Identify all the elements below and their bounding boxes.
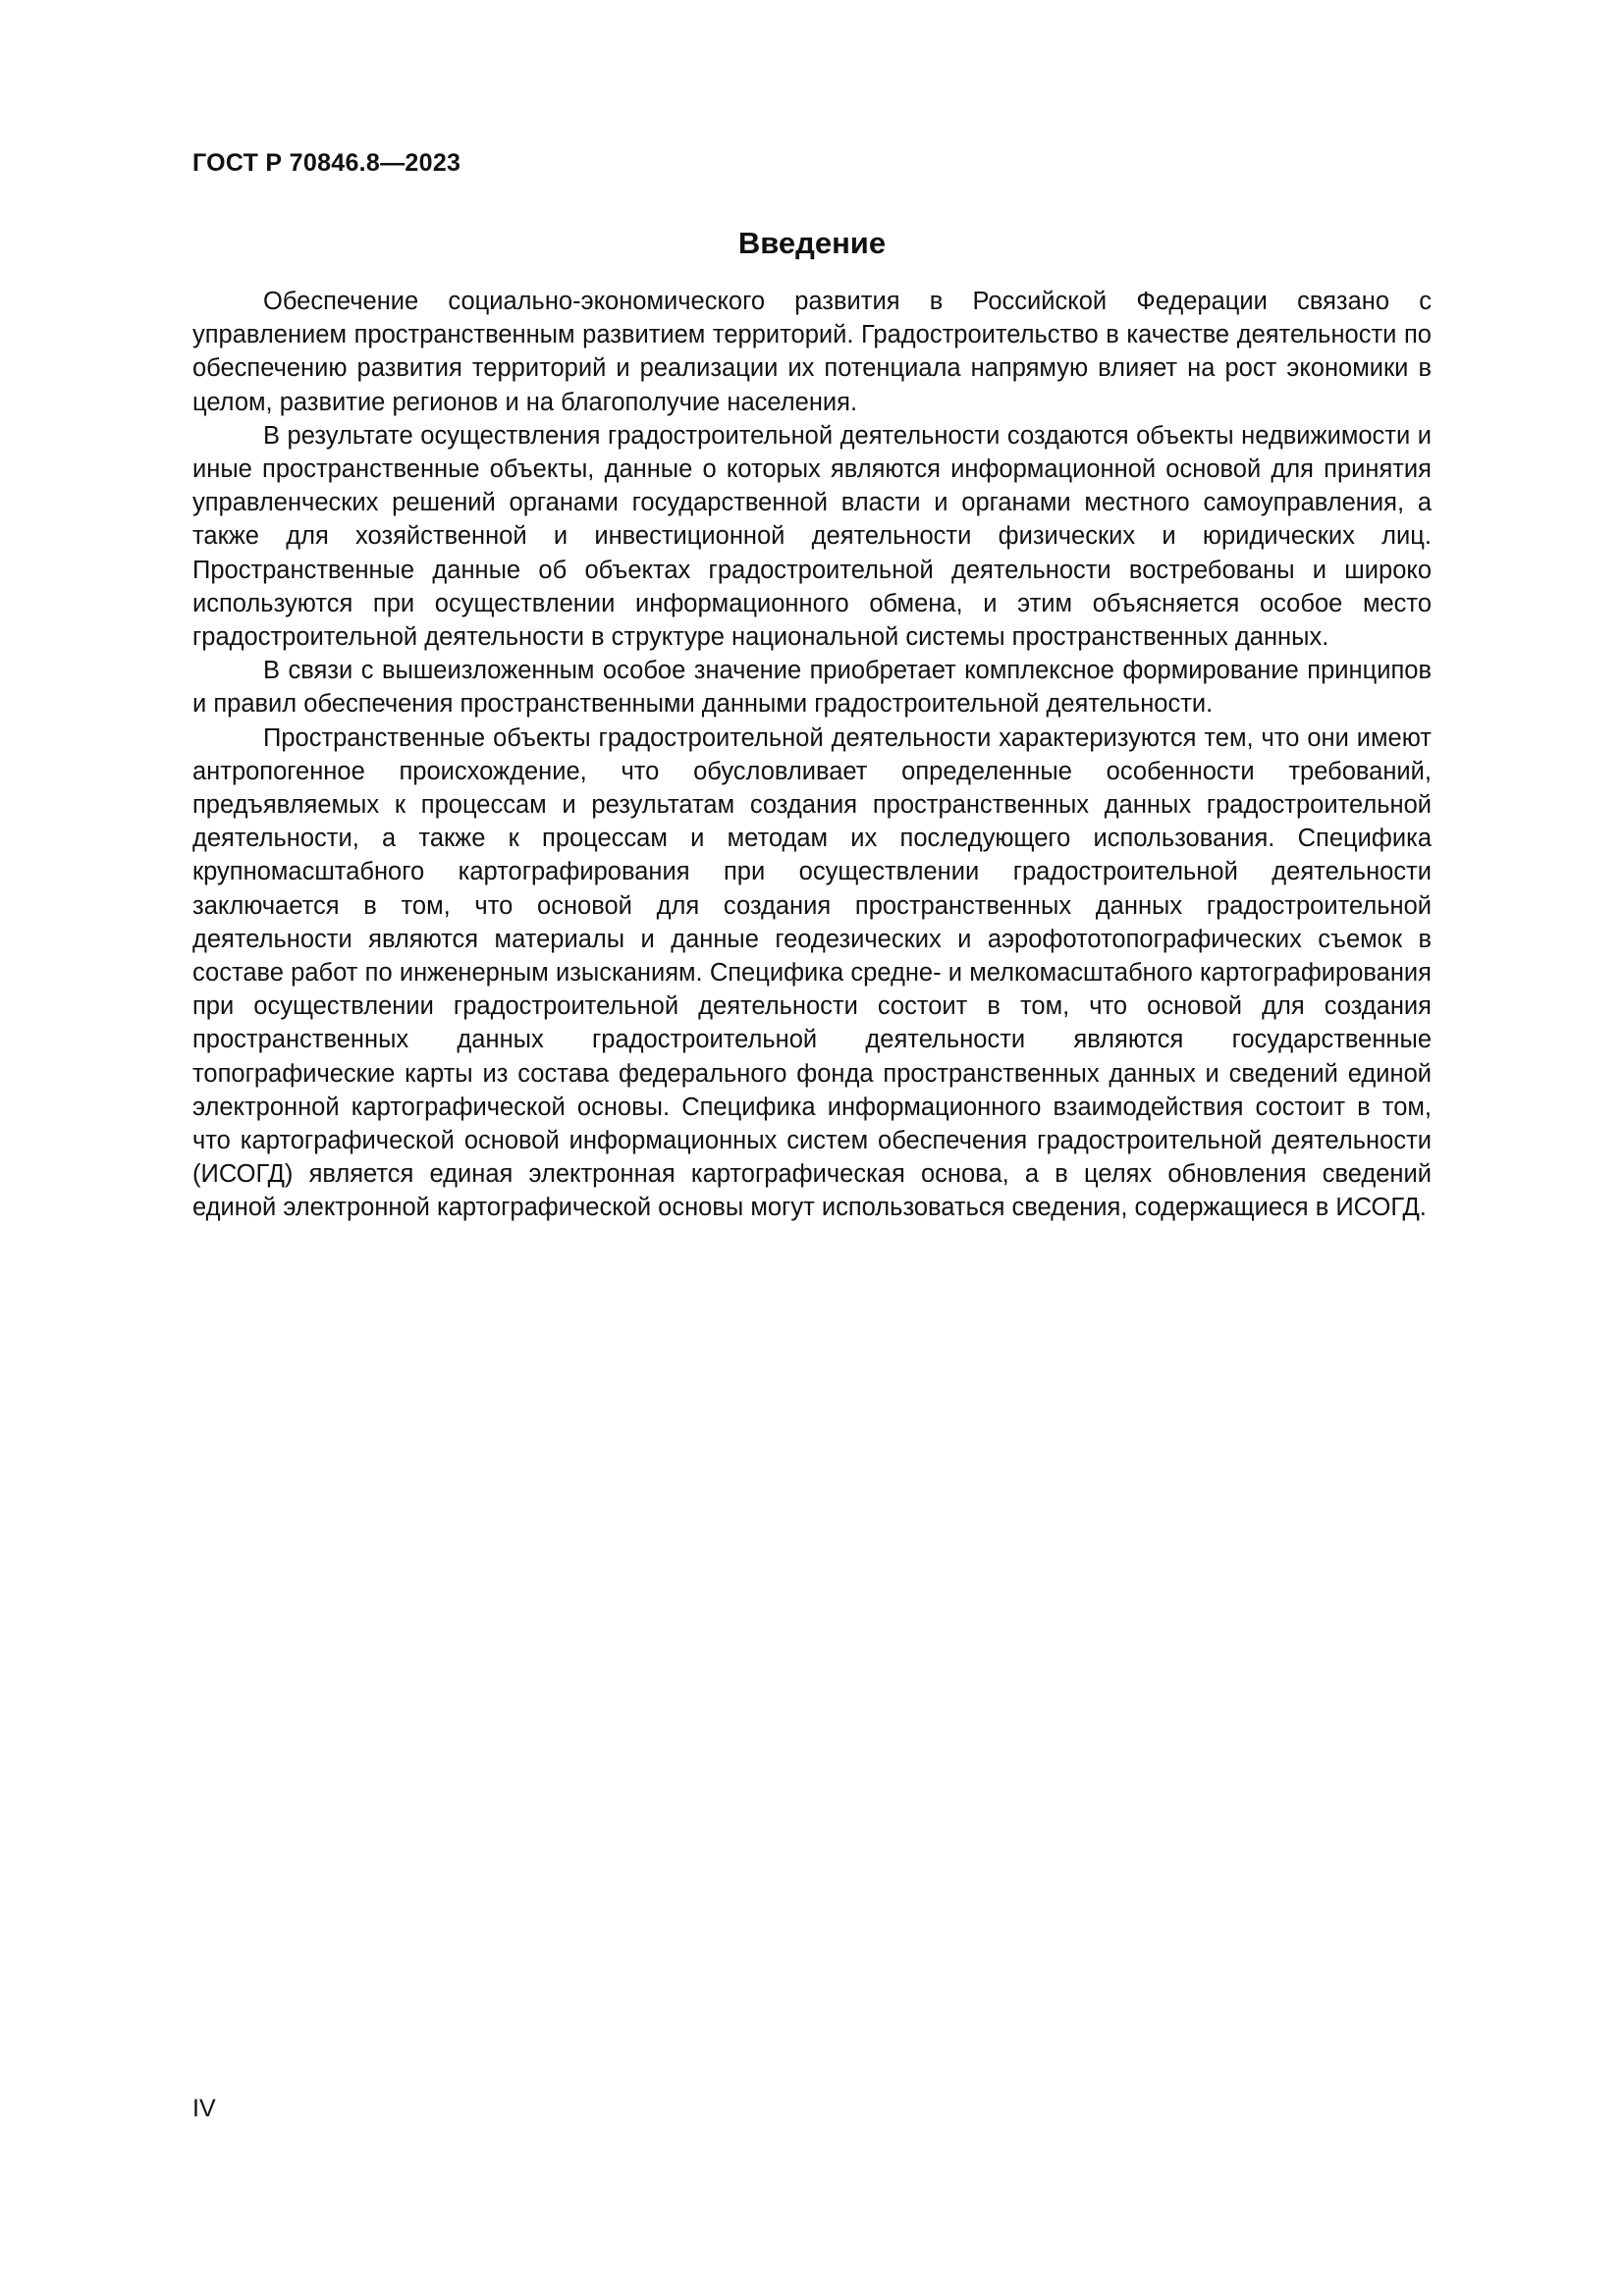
paragraph: Обеспечение социально-экономического развития в Российской Федерации связано с управлением пространственным развитием территорий. Градостроительство в качестве деятельности по обеспечению развития территорий и реализации их потенциала напрямую влияет на рост экономики в целом, развитие регионов и на благополучие населения. bbox=[192, 288, 1432, 416]
introduction-body bbox=[192, 285, 1432, 1225]
standard-designation: ГОСТ Р 70846.8—2023 bbox=[192, 149, 461, 177]
paragraph: В результате осуществления градостроительной деятельности создаются объекты недвижимости и иные пространственные объекты, данные о которых являются информационной основой для принятия управленческих решений органами государственной власти и органами местного самоуправления, а также для хозяйственной и инвестиционной деятельности физических и юридических лиц. Пространственные данные об объектах градостроительной деятельности востребованы и широко используются при осуществлении информационного обмена, и этим объясняется особое место градостроительной деятельности в структуре национальной системы пространственных данных. bbox=[192, 421, 1432, 652]
paragraph: В связи с вышеизложенным особое значение приобретает комплексное формирование принципов и правил обеспечения пространственными данными градостроительной деятельности. bbox=[192, 657, 1432, 719]
page-number: IV bbox=[192, 2095, 216, 2122]
paragraph: Пространственные объекты градостроительной деятельности характеризуются тем, что они имеют антропогенное происхождение, что обусловливает определенные особенности требований, предъявляемых к процессам и результатам создания пространственных данных градостроительной деятельности, а также к процессам и методам их последующего использования. Специфика крупномасштабного картографирования при осуществлении градостроительной деятельности заключается в том, что основой для создания пространственных данных градостроительной деятельности являются материалы и данные геодезических и аэрофототопографических съемок в составе работ по инженерным изысканиям. Специфика средне- и мелкомасштабного картографирования при осуществлении градостроительной деятельности состоит в том, что основой для создания пространственных данных градостроительной деятельности являются государственные топографические карты из состава федерального фонда пространственных данных и сведений единой электронной картографической основы. Специфика информационного взаимодействия состоит в том, что картографической основой информационных систем обеспечения градостроительной деятельности (ИСОГД) является единая электронная картографическая основа, а в целях обновления сведений единой электронной картографической основы могут использоваться сведения, содержащиеся в ИСОГД. bbox=[192, 723, 1432, 1222]
section-title: Введение bbox=[737, 226, 887, 260]
